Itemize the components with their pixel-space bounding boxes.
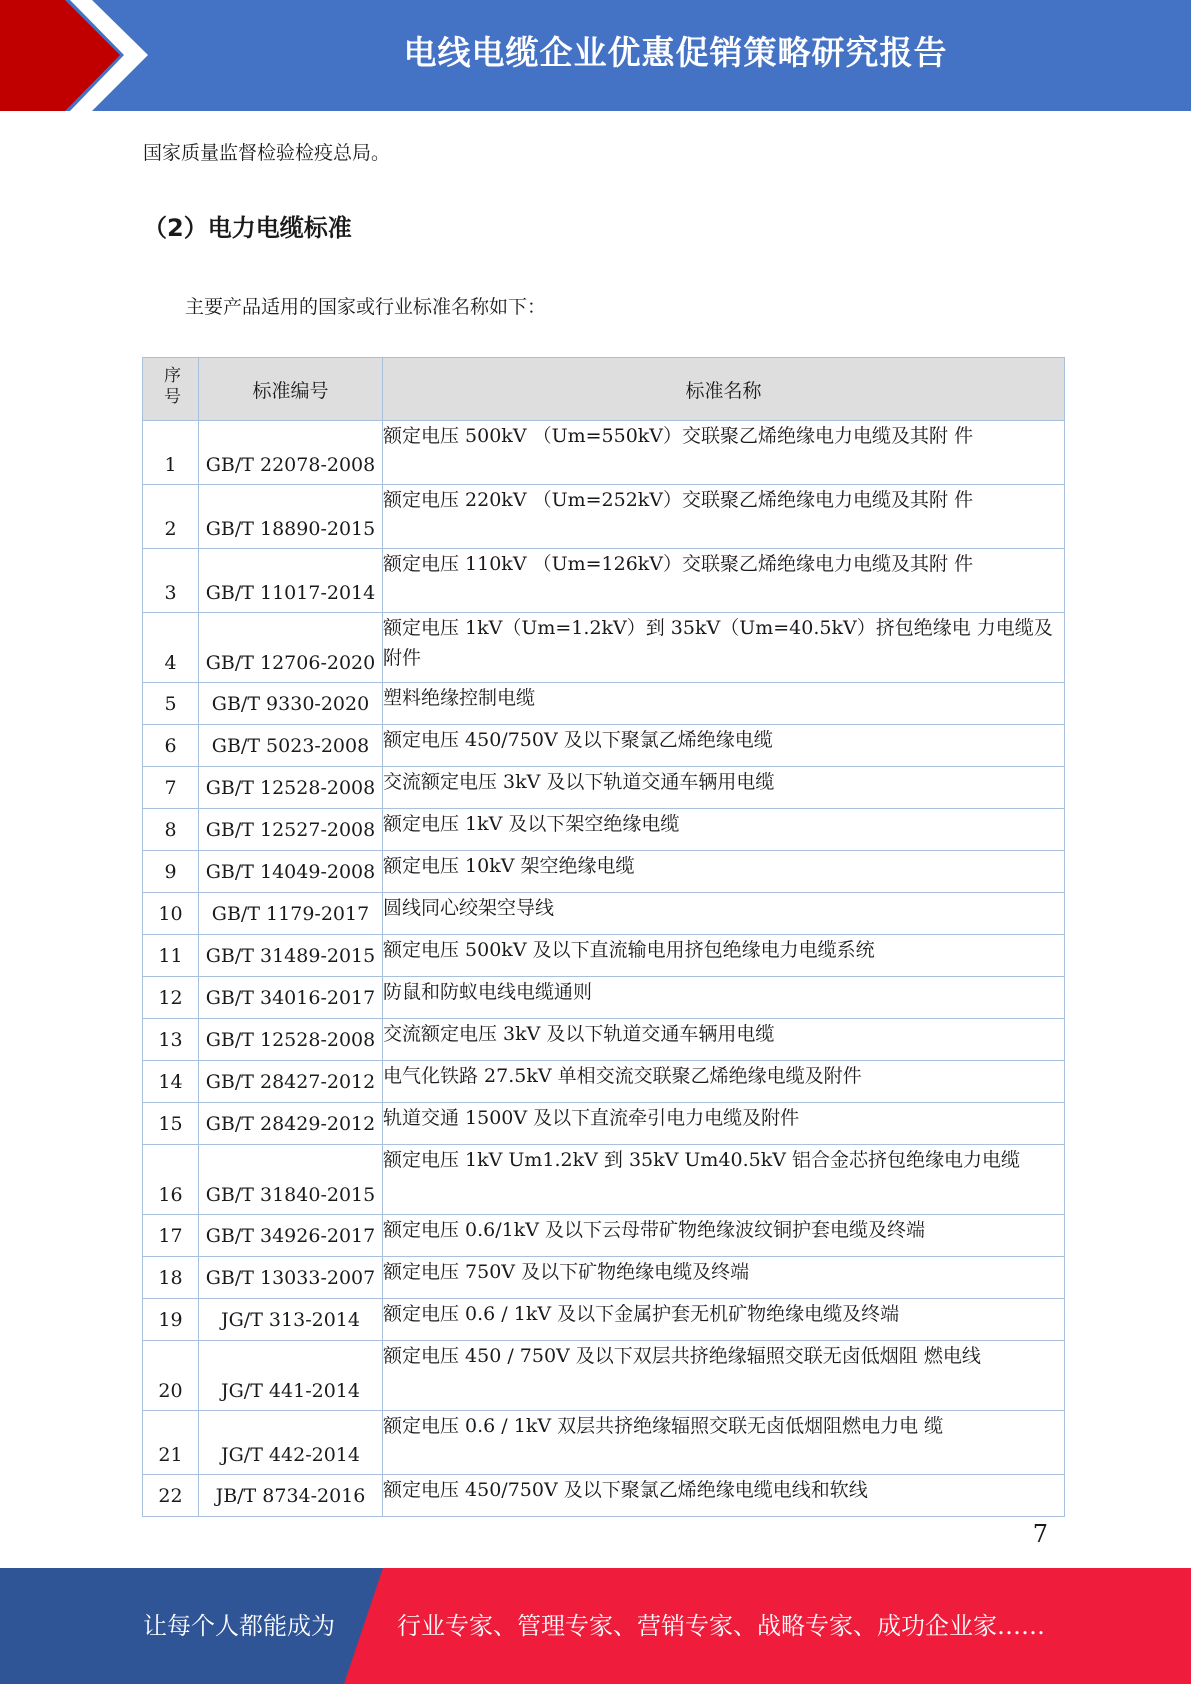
table-row <box>143 977 1065 1019</box>
header-arrow-decoration <box>0 0 160 111</box>
row-standard-name: 圆线同心绞架空导线 <box>383 893 1065 935</box>
table-row <box>143 1411 1065 1475</box>
table-row <box>143 1257 1065 1299</box>
table-row <box>143 1215 1065 1257</box>
table-row <box>143 1145 1065 1215</box>
row-index: 21 <box>143 1411 199 1475</box>
table-row <box>143 1299 1065 1341</box>
table-row <box>143 935 1065 977</box>
row-standard-name: 额定电压 0.6 / 1kV 双层共挤绝缘辐照交联无卤低烟阻燃电力电 缆 <box>383 1411 1065 1475</box>
table-row <box>143 549 1065 613</box>
lead-paragraph: 主要产品适用的国家或行业标准名称如下： <box>185 296 547 318</box>
row-index: 3 <box>143 549 199 613</box>
row-standard-name: 额定电压 1kV Um1.2kV 到 35kV Um40.5kV 铝合金芯挤包绝缘电力电缆 <box>383 1145 1065 1215</box>
row-index: 10 <box>143 893 199 935</box>
row-standard-name: 额定电压 0.6/1kV 及以下云母带矿物绝缘波纹铜护套电缆及终端 <box>383 1215 1065 1257</box>
row-standard-code: GB/T 12528-2008 <box>199 767 383 809</box>
section-heading: （2）电力电缆标准 <box>143 214 352 242</box>
table-row <box>143 1475 1065 1517</box>
row-standard-name: 交流额定电压 3kV 及以下轨道交通车辆用电缆 <box>383 1019 1065 1061</box>
row-standard-name: 额定电压 1kV（Um=1.2kV）到 35kV（Um=40.5kV）挤包绝缘电 力电缆及附件 <box>383 613 1065 683</box>
row-index: 14 <box>143 1061 199 1103</box>
row-standard-name: 额定电压 1kV 及以下架空绝缘电缆 <box>383 809 1065 851</box>
table-row <box>143 1103 1065 1145</box>
row-standard-code: GB/T 28427-2012 <box>199 1061 383 1103</box>
table-row <box>143 485 1065 549</box>
table-row <box>143 851 1065 893</box>
page-header <box>0 0 1191 111</box>
row-standard-name: 交流额定电压 3kV 及以下轨道交通车辆用电缆 <box>383 767 1065 809</box>
row-standard-code: GB/T 13033-2007 <box>199 1257 383 1299</box>
table-row <box>143 767 1065 809</box>
table-row <box>143 809 1065 851</box>
row-index: 16 <box>143 1145 199 1215</box>
row-standard-name: 额定电压 10kV 架空绝缘电缆 <box>383 851 1065 893</box>
table-header-row <box>143 358 1065 421</box>
row-index: 8 <box>143 809 199 851</box>
row-standard-code: GB/T 31489-2015 <box>199 935 383 977</box>
row-standard-code: GB/T 5023-2008 <box>199 725 383 767</box>
row-standard-name: 额定电压 0.6 / 1kV 及以下金属护套无机矿物绝缘电缆及终端 <box>383 1299 1065 1341</box>
row-standard-code: GB/T 9330-2020 <box>199 683 383 725</box>
footer-slogan-right: 行业专家、管理专家、营销专家、战略专家、成功企业家…… <box>397 1612 1045 1640</box>
table-row <box>143 725 1065 767</box>
row-standard-name: 额定电压 450/750V 及以下聚氯乙烯绝缘电缆电线和软线 <box>383 1475 1065 1517</box>
row-index: 20 <box>143 1341 199 1411</box>
row-standard-code: JB/T 8734-2016 <box>199 1475 383 1517</box>
row-index: 7 <box>143 767 199 809</box>
row-standard-code: GB/T 12528-2008 <box>199 1019 383 1061</box>
row-standard-code: GB/T 14049-2008 <box>199 851 383 893</box>
row-index: 5 <box>143 683 199 725</box>
row-standard-name: 额定电压 220kV （Um=252kV）交联聚乙烯绝缘电力电缆及其附 件 <box>383 485 1065 549</box>
row-standard-code: JG/T 442-2014 <box>199 1411 383 1475</box>
row-standard-name: 额定电压 110kV （Um=126kV）交联聚乙烯绝缘电力电缆及其附 件 <box>383 549 1065 613</box>
row-index: 9 <box>143 851 199 893</box>
row-standard-code: GB/T 11017-2014 <box>199 549 383 613</box>
row-standard-name: 电气化铁路 27.5kV 单相交流交联聚乙烯绝缘电缆及附件 <box>383 1061 1065 1103</box>
row-index: 6 <box>143 725 199 767</box>
row-index: 11 <box>143 935 199 977</box>
row-index: 13 <box>143 1019 199 1061</box>
page-footer <box>0 1568 1191 1684</box>
row-standard-name: 额定电压 750V 及以下矿物绝缘电缆及终端 <box>383 1257 1065 1299</box>
row-standard-name: 额定电压 500kV 及以下直流输电用挤包绝缘电力电缆系统 <box>383 935 1065 977</box>
row-standard-name: 轨道交通 1500V 及以下直流牵引电力电缆及附件 <box>383 1103 1065 1145</box>
row-standard-name: 额定电压 450 / 750V 及以下双层共挤绝缘辐照交联无卤低烟阻 燃电线 <box>383 1341 1065 1411</box>
table-row <box>143 683 1065 725</box>
row-index: 18 <box>143 1257 199 1299</box>
row-standard-code: GB/T 28429-2012 <box>199 1103 383 1145</box>
row-standard-code: GB/T 22078-2008 <box>199 421 383 485</box>
table-row <box>143 613 1065 683</box>
intro-paragraph: 国家质量监督检验检疫总局。 <box>143 142 391 164</box>
row-index: 2 <box>143 485 199 549</box>
row-standard-code: JG/T 313-2014 <box>199 1299 383 1341</box>
row-standard-name: 防鼠和防蚁电线电缆通则 <box>383 977 1065 1019</box>
row-index: 4 <box>143 613 199 683</box>
footer-slogan-left: 让每个人都能成为 <box>143 1612 335 1640</box>
row-standard-code: GB/T 31840-2015 <box>199 1145 383 1215</box>
row-standard-code: JG/T 441-2014 <box>199 1341 383 1411</box>
page-number: 7 <box>1032 1520 1048 1548</box>
row-standard-code: GB/T 12527-2008 <box>199 809 383 851</box>
table-row <box>143 421 1065 485</box>
row-index: 22 <box>143 1475 199 1517</box>
row-index: 15 <box>143 1103 199 1145</box>
table-body <box>143 421 1065 1517</box>
header-code: 标准编号 <box>199 358 383 421</box>
row-standard-name: 额定电压 450/750V 及以下聚氯乙烯绝缘电缆 <box>383 725 1065 767</box>
standards-table <box>142 357 1065 1517</box>
header-name: 标准名称 <box>383 358 1065 421</box>
row-standard-code: GB/T 34926-2017 <box>199 1215 383 1257</box>
row-index: 1 <box>143 421 199 485</box>
row-standard-code: GB/T 1179-2017 <box>199 893 383 935</box>
row-standard-code: GB/T 12706-2020 <box>199 613 383 683</box>
table-row <box>143 1341 1065 1411</box>
table-row <box>143 893 1065 935</box>
header-index: 序号 <box>143 358 199 421</box>
table-row <box>143 1061 1065 1103</box>
row-standard-name: 额定电压 500kV （Um=550kV）交联聚乙烯绝缘电力电缆及其附 件 <box>383 421 1065 485</box>
row-standard-code: GB/T 34016-2017 <box>199 977 383 1019</box>
row-standard-name: 塑料绝缘控制电缆 <box>383 683 1065 725</box>
row-standard-code: GB/T 18890-2015 <box>199 485 383 549</box>
report-title: 电线电缆企业优惠促销策略研究报告 <box>403 33 948 72</box>
row-index: 17 <box>143 1215 199 1257</box>
table-row <box>143 1019 1065 1061</box>
row-index: 12 <box>143 977 199 1019</box>
row-index: 19 <box>143 1299 199 1341</box>
